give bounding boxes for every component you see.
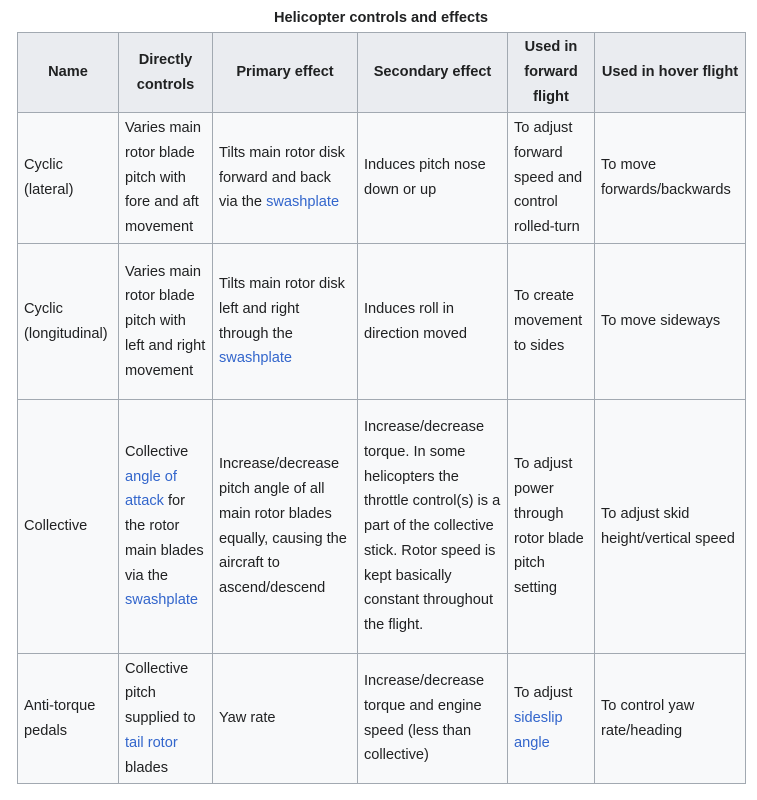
helicopter-controls-table: [17, 32, 746, 784]
cell-primary-effect: Yaw rate: [213, 654, 358, 784]
cell-secondary-effect: Increase/decrease torque. In some helicopters the throttle control(s) is a part of the collective stick. Rotor speed is kept basically constant throughout the flight.: [358, 400, 508, 654]
cell-text: blades: [125, 759, 169, 776]
table-row: [18, 400, 746, 654]
table-row: [18, 113, 746, 244]
cell-hover-flight: To adjust skid height/vertical speed: [595, 400, 746, 654]
swashplate-link[interactable]: swashplate: [266, 194, 340, 211]
cell-hover-flight: To control yaw rate/heading: [595, 654, 746, 784]
cell-hover-flight: To move sideways: [595, 244, 746, 400]
cell-text: for the rotor main blades via the: [125, 493, 204, 584]
header-secondary-effect[interactable]: Secondary effect: [358, 33, 508, 113]
header-used-in-forward-flight[interactable]: Used in forward flight: [508, 33, 595, 113]
cell-name: Collective: [18, 400, 119, 654]
cell-controls: Varies main rotor blade pitch with left and right movement: [119, 244, 213, 400]
cell-secondary-effect: Induces pitch nose down or up: [358, 113, 508, 244]
cell-controls: [119, 400, 213, 654]
helicopter-controls-table-container: [17, 0, 745, 784]
header-primary-effect[interactable]: Primary effect: [213, 33, 358, 113]
cell-name: Cyclic (longitudinal): [18, 244, 119, 400]
header-used-in-hover-flight[interactable]: Used in hover flight: [595, 33, 746, 113]
sideslip-angle-link[interactable]: sideslip angle: [514, 710, 563, 751]
cell-primary-effect: [213, 113, 358, 244]
cell-forward-flight: To adjust power through rotor blade pitch setting: [508, 400, 595, 654]
cell-hover-flight: To move forwards/backwards: [595, 113, 746, 244]
cell-primary-effect: [213, 244, 358, 400]
cell-controls: Varies main rotor blade pitch with fore and aft movement: [119, 113, 213, 244]
table-row: [18, 244, 746, 400]
swashplate-link[interactable]: swashplate: [219, 350, 293, 367]
cell-primary-effect: Increase/decrease pitch angle of all main rotor blades equally, causing the aircraft to ascend/descend: [213, 400, 358, 654]
swashplate-link[interactable]: swashplate: [125, 592, 199, 609]
cell-forward-flight: [508, 654, 595, 784]
cell-secondary-effect: Increase/decrease torque and engine speed (less than collective): [358, 654, 508, 784]
cell-controls: [119, 654, 213, 784]
cell-text: Tilts main rotor disk forward and back via the: [219, 144, 345, 211]
header-row: [18, 33, 746, 113]
header-directly-controls[interactable]: Directly controls: [119, 33, 213, 113]
header-name[interactable]: Name: [18, 33, 119, 113]
cell-text: To adjust: [514, 685, 573, 702]
table-row: [18, 654, 746, 784]
cell-forward-flight: To adjust forward speed and control rolled-turn: [508, 113, 595, 244]
cell-name: Cyclic (lateral): [18, 113, 119, 244]
tail-rotor-link[interactable]: tail rotor: [125, 734, 178, 751]
cell-text: Collective pitch supplied to: [125, 660, 196, 727]
cell-text: Collective: [125, 444, 189, 461]
cell-text: Tilts main rotor disk left and right through the: [219, 276, 345, 342]
cell-name: Anti-torque pedals: [18, 654, 119, 784]
angle-of-attack-link[interactable]: angle of attack: [125, 468, 177, 510]
cell-secondary-effect: Induces roll in direction moved: [358, 244, 508, 400]
table-caption: Helicopter controls and effects: [273, 10, 489, 26]
cell-forward-flight: To create movement to sides: [508, 244, 595, 400]
